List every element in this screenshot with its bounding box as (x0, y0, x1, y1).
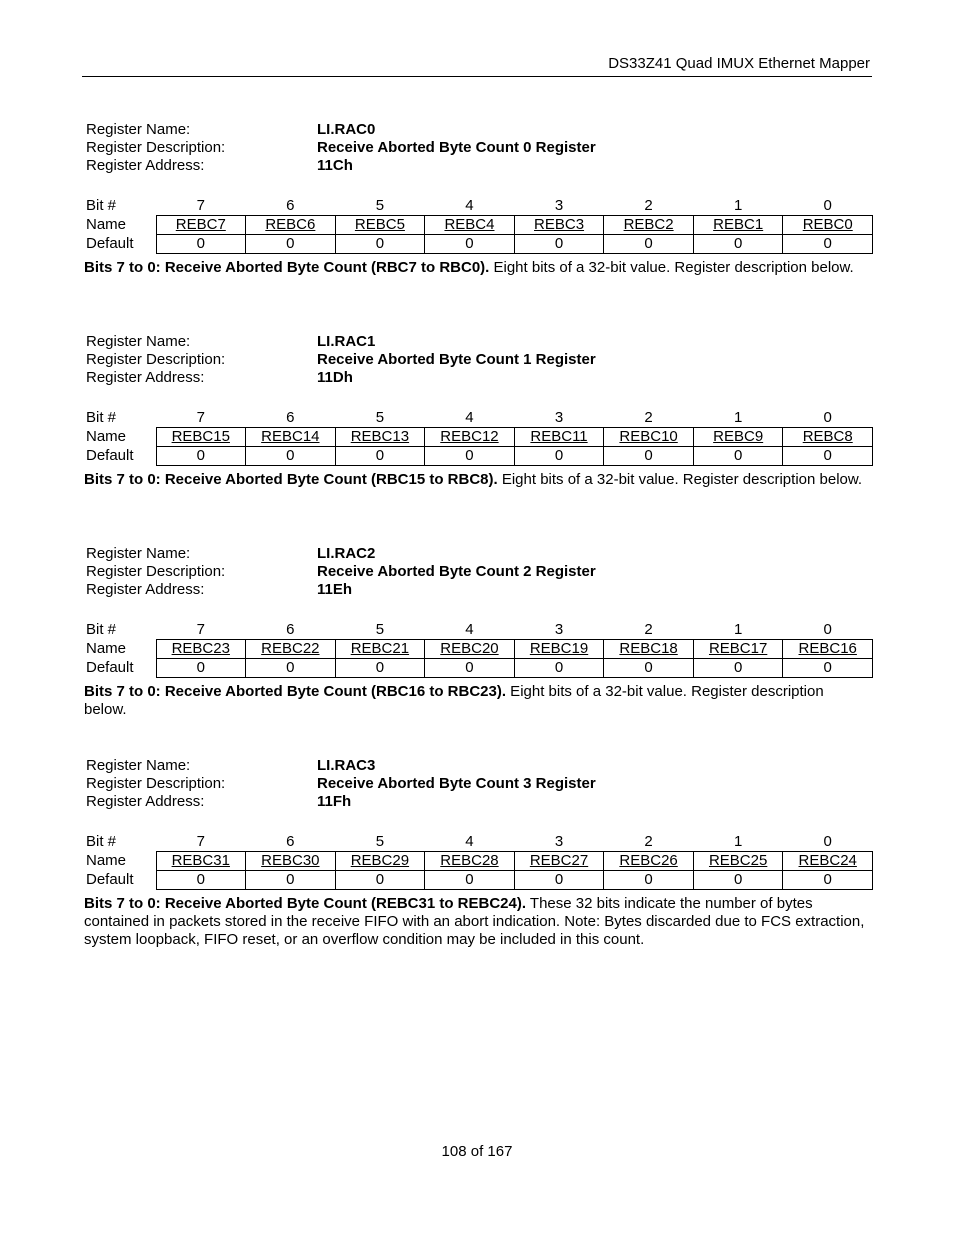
bit-description-text: Eight bits of a 32-bit value. Register description below. (489, 259, 854, 276)
field-name: REBC0 (802, 216, 853, 233)
bit-number: 7 (196, 197, 205, 214)
bit-number: 0 (823, 833, 832, 850)
register-address-value: 11Ch (317, 157, 353, 174)
register-address-row (84, 581, 874, 599)
bit-number: 2 (644, 197, 653, 214)
register-address-value: 11Fh (317, 793, 352, 810)
register-description-value: Receive Aborted Byte Count 0 Register (317, 139, 596, 156)
bit-row-label: Bit # (86, 197, 117, 215)
register-address-row (84, 157, 874, 175)
field-name-cell (335, 640, 425, 659)
bit-number: 3 (554, 197, 564, 214)
field-name: REBC24 (798, 852, 857, 869)
register-name-row (84, 545, 874, 563)
field-name-cell (514, 216, 604, 235)
field-name: REBC6 (265, 216, 316, 233)
register-name-label: Register Name: (86, 121, 191, 138)
field-name-row (84, 852, 873, 871)
default-value: 0 (156, 871, 246, 890)
bit-number: 7 (196, 409, 205, 426)
field-name: REBC26 (619, 852, 678, 869)
register-address-label: Register Address: (86, 793, 205, 810)
default-value: 0 (693, 235, 783, 254)
default-value-row (84, 235, 873, 254)
bit-number: 5 (375, 197, 385, 214)
field-name-cell (335, 216, 425, 235)
field-name-cell (246, 216, 336, 235)
field-name: REBC10 (619, 428, 678, 445)
field-name: REBC11 (530, 428, 588, 445)
default-value-row (84, 871, 873, 890)
field-name: REBC2 (623, 216, 674, 233)
default-value: 0 (246, 871, 336, 890)
default-value-row (84, 447, 873, 466)
field-name-cell (693, 640, 783, 659)
default-value: 0 (425, 235, 515, 254)
bit-number: 0 (823, 621, 832, 638)
field-name: REBC18 (619, 640, 678, 657)
bit-number: 5 (375, 833, 385, 850)
document-header-title: DS33Z41 Quad IMUX Ethernet Mapper (608, 55, 870, 72)
bit-number: 6 (286, 409, 295, 426)
field-name-cell (156, 216, 246, 235)
default-value: 0 (425, 447, 515, 466)
name-row-label: Name (86, 852, 127, 869)
name-row-label: Name (86, 216, 127, 233)
field-name-row (84, 216, 873, 235)
bit-description (84, 683, 869, 719)
name-row-label: Name (86, 428, 127, 445)
field-name: REBC29 (350, 852, 410, 869)
bit-number: 3 (554, 833, 564, 850)
register-name-label: Register Name: (86, 333, 191, 350)
default-value-row (84, 659, 873, 678)
field-name-cell (783, 640, 873, 659)
bit-row-label: Bit # (86, 409, 117, 427)
field-name-cell (335, 852, 425, 871)
field-name: REBC14 (261, 428, 320, 445)
field-name-cell (335, 428, 425, 447)
field-name-cell (783, 852, 873, 871)
default-row-label: Default (86, 235, 134, 252)
register-block-li-rac1 (84, 333, 874, 488)
register-description-label: Register Description: (86, 139, 226, 156)
register-block-li-rac3 (84, 757, 874, 948)
field-name-row (84, 428, 873, 447)
register-block-li-rac2 (84, 545, 874, 718)
register-address-row (84, 369, 874, 387)
default-value: 0 (783, 871, 873, 890)
bit-row-label: Bit # (86, 621, 117, 639)
header-divider (82, 76, 872, 77)
default-value: 0 (156, 235, 246, 254)
default-value: 0 (335, 659, 425, 678)
bit-number: 2 (644, 621, 653, 638)
field-name-cell (693, 216, 783, 235)
bit-number: 1 (733, 197, 743, 214)
bit-number: 0 (823, 409, 832, 426)
field-name-cell (783, 428, 873, 447)
default-row-label: Default (86, 659, 134, 676)
field-name-cell (693, 852, 783, 871)
field-name: REBC3 (534, 216, 585, 233)
bit-number: 7 (196, 621, 205, 638)
default-value: 0 (425, 871, 515, 890)
field-name-cell (246, 640, 336, 659)
field-name-cell (246, 428, 336, 447)
bit-number: 1 (733, 833, 743, 850)
bit-number-row (84, 409, 873, 428)
register-name-label: Register Name: (86, 545, 191, 562)
bit-number: 4 (465, 197, 474, 214)
bit-number-row (84, 197, 873, 216)
bit-number: 6 (286, 197, 295, 214)
register-name-row (84, 757, 874, 775)
field-name: REBC19 (529, 640, 589, 657)
field-name: REBC13 (350, 428, 410, 445)
register-description-label: Register Description: (86, 775, 226, 792)
bit-number: 3 (554, 621, 564, 638)
bit-number: 6 (286, 833, 295, 850)
field-name-cell (604, 428, 694, 447)
bit-number: 3 (554, 409, 564, 426)
default-value: 0 (514, 659, 604, 678)
bit-description-title: Bits 7 to 0: Receive Aborted Byte Count (RBC15 to RBC8). (84, 471, 498, 488)
bit-number: 0 (823, 197, 832, 214)
field-name-cell (425, 640, 515, 659)
field-name: REBC1 (713, 216, 764, 233)
field-name: REBC23 (171, 640, 230, 657)
field-name: REBC31 (171, 852, 230, 869)
field-name: REBC4 (444, 216, 495, 233)
bit-description (84, 259, 869, 277)
bit-number: 6 (286, 621, 295, 638)
default-value: 0 (425, 659, 515, 678)
page-number: 108 of 167 (441, 1143, 513, 1160)
field-name-cell (604, 216, 694, 235)
bit-number: 4 (465, 621, 474, 638)
default-value: 0 (783, 447, 873, 466)
bit-field-table (84, 833, 873, 890)
bit-number: 1 (733, 409, 743, 426)
default-value: 0 (693, 871, 783, 890)
bit-number: 4 (465, 409, 474, 426)
field-name-row (84, 640, 873, 659)
bit-number: 5 (375, 409, 385, 426)
register-name-value: LI.RAC1 (317, 333, 376, 350)
default-value: 0 (246, 235, 336, 254)
default-value: 0 (783, 235, 873, 254)
field-name-cell (604, 640, 694, 659)
field-name: REBC20 (440, 640, 499, 657)
bit-number: 7 (196, 833, 205, 850)
default-value: 0 (783, 659, 873, 678)
field-name-cell (604, 852, 694, 871)
default-value: 0 (604, 659, 694, 678)
register-description-row (84, 351, 874, 369)
register-name-value: LI.RAC3 (317, 757, 376, 774)
register-name-value: LI.RAC0 (317, 121, 376, 138)
default-value: 0 (156, 447, 246, 466)
register-name-value: LI.RAC2 (317, 545, 376, 562)
bit-description-text: These 32 bits indicate the number of bytes contained in packets stored in the receive FIFO with an abort indication. Note: Bytes discarded due to FCS extraction, system loopback, FIFO reset, or an overflow condition may be included in this count. (84, 895, 865, 948)
field-name: REBC16 (798, 640, 857, 657)
default-value: 0 (335, 447, 425, 466)
name-row-label: Name (86, 640, 127, 657)
bit-description-title: Bits 7 to 0: Receive Aborted Byte Count (RBC16 to RBC23). (84, 683, 507, 700)
default-value: 0 (335, 235, 425, 254)
register-address-value: 11Eh (317, 581, 353, 598)
field-name-cell (783, 216, 873, 235)
register-description-label: Register Description: (86, 563, 226, 580)
field-name-cell (514, 640, 604, 659)
default-value: 0 (693, 659, 783, 678)
bit-number: 1 (733, 621, 743, 638)
bit-number: 4 (465, 833, 474, 850)
register-address-label: Register Address: (86, 157, 205, 174)
bit-description-text: Eight bits of a 32-bit value. Register description below. (497, 471, 863, 488)
default-value: 0 (604, 447, 694, 466)
field-name: REBC17 (708, 640, 768, 657)
field-name: REBC30 (261, 852, 320, 869)
field-name: REBC8 (802, 428, 853, 445)
bit-description (84, 895, 869, 949)
field-name-cell (156, 428, 246, 447)
register-description-row (84, 563, 874, 581)
register-address-row (84, 793, 874, 811)
bit-description-title: Bits 7 to 0: Receive Aborted Byte Count (REBC31 to REBC24). (84, 895, 527, 912)
field-name: REBC5 (354, 216, 405, 233)
default-value: 0 (514, 235, 604, 254)
bit-number-row (84, 621, 873, 640)
field-name-cell (156, 852, 246, 871)
bit-description (84, 471, 869, 489)
field-name: REBC7 (175, 216, 226, 233)
register-address-value: 11Dh (317, 369, 353, 386)
default-value: 0 (514, 871, 604, 890)
default-value: 0 (693, 447, 783, 466)
default-value: 0 (246, 447, 336, 466)
register-description-value: Receive Aborted Byte Count 3 Register (317, 775, 596, 792)
bit-number-row (84, 833, 873, 852)
field-name-cell (246, 852, 336, 871)
default-value: 0 (604, 235, 694, 254)
register-description-row (84, 139, 874, 157)
bit-description-title: Bits 7 to 0: Receive Aborted Byte Count (RBC7 to RBC0). (84, 259, 490, 276)
bit-number: 5 (375, 621, 385, 638)
field-name: REBC25 (708, 852, 768, 869)
field-name: REBC28 (440, 852, 499, 869)
default-value: 0 (604, 871, 694, 890)
register-name-row (84, 121, 874, 139)
bit-number: 2 (644, 833, 653, 850)
default-row-label: Default (86, 871, 134, 888)
field-name-cell (156, 640, 246, 659)
register-description-value: Receive Aborted Byte Count 2 Register (317, 563, 596, 580)
register-name-label: Register Name: (86, 757, 191, 774)
register-address-label: Register Address: (86, 581, 205, 598)
bit-field-table (84, 409, 873, 466)
field-name: REBC22 (261, 640, 320, 657)
register-description-value: Receive Aborted Byte Count 1 Register (317, 351, 596, 368)
field-name-cell (514, 852, 604, 871)
bit-number: 2 (644, 409, 653, 426)
bit-description-text: Eight bits of a 32-bit value. Register description below. (84, 683, 824, 718)
bit-row-label: Bit # (86, 833, 117, 851)
field-name-cell (425, 852, 515, 871)
field-name-cell (425, 428, 515, 447)
field-name: REBC9 (713, 428, 764, 445)
register-description-row (84, 775, 874, 793)
field-name-cell (693, 428, 783, 447)
field-name-cell (425, 216, 515, 235)
bit-field-table (84, 621, 873, 678)
register-block-li-rac0 (84, 121, 874, 276)
register-address-label: Register Address: (86, 369, 205, 386)
field-name: REBC15 (171, 428, 230, 445)
default-value: 0 (335, 871, 425, 890)
default-value: 0 (514, 447, 604, 466)
default-value: 0 (246, 659, 336, 678)
register-name-row (84, 333, 874, 351)
default-row-label: Default (86, 447, 134, 464)
field-name: REBC21 (350, 640, 410, 657)
field-name-cell (514, 428, 604, 447)
register-description-label: Register Description: (86, 351, 226, 368)
field-name: REBC27 (529, 852, 589, 869)
default-value: 0 (156, 659, 246, 678)
bit-field-table (84, 197, 873, 254)
field-name: REBC12 (440, 428, 499, 445)
